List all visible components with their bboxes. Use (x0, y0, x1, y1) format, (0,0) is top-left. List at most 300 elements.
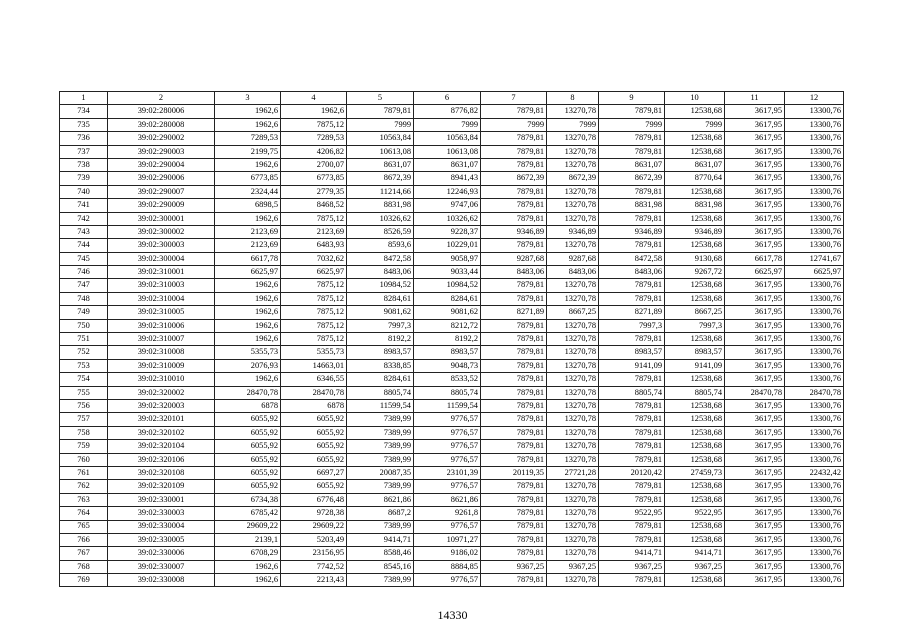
table-cell: 6483,93 (281, 239, 347, 252)
table-cell: 13270,78 (547, 319, 599, 332)
table-cell: 9267,72 (665, 266, 725, 279)
table-cell: 7032,62 (281, 252, 347, 265)
table-cell: 6055,92 (215, 413, 281, 426)
table-cell: 3617,95 (725, 399, 785, 412)
table-cell: 7389,99 (347, 574, 414, 587)
table-cell: 10229,01 (414, 239, 481, 252)
table-cell: 8776,82 (414, 105, 481, 118)
table-cell: 738 (60, 158, 108, 171)
table-cell: 740 (60, 185, 108, 198)
table-cell: 2139,1 (215, 533, 281, 546)
table-cell: 9058,97 (414, 252, 481, 265)
table-row (60, 145, 844, 158)
table-cell: 13270,78 (547, 413, 599, 426)
table-cell: 7879,81 (481, 386, 547, 399)
table-cell: 1962,6 (215, 319, 281, 332)
column-header-2: 2 (108, 92, 215, 105)
table-cell: 7879,81 (481, 453, 547, 466)
table-cell: 20119,35 (481, 466, 547, 479)
table-cell: 8468,52 (281, 199, 347, 212)
table-cell: 7879,81 (599, 574, 665, 587)
table-cell: 7999 (665, 118, 725, 131)
table-cell: 6773,85 (215, 172, 281, 185)
table-cell: 7879,81 (599, 292, 665, 305)
table-cell: 2779,35 (281, 185, 347, 198)
table-cell: 7879,81 (599, 453, 665, 466)
table-cell: 13270,78 (547, 386, 599, 399)
table-cell: 767 (60, 547, 108, 560)
table-cell: 3617,95 (725, 333, 785, 346)
table-cell: 13270,78 (547, 547, 599, 560)
table-cell: 39:02:280006 (108, 105, 215, 118)
table-cell: 7879,81 (599, 493, 665, 506)
table-cell: 7875,12 (281, 279, 347, 292)
table-cell: 13300,76 (785, 225, 844, 238)
table-cell: 1962,6 (215, 560, 281, 573)
table-cell: 6055,92 (281, 413, 347, 426)
table-row (60, 212, 844, 225)
table-cell: 3617,95 (725, 306, 785, 319)
table-cell: 3617,95 (725, 105, 785, 118)
table-cell: 12538,68 (665, 480, 725, 493)
table-cell: 8472,58 (599, 252, 665, 265)
table-cell: 8271,89 (481, 306, 547, 319)
table-cell: 39:02:330003 (108, 507, 215, 520)
table-cell: 1962,6 (215, 212, 281, 225)
table-cell: 11599,54 (414, 399, 481, 412)
table-cell: 758 (60, 426, 108, 439)
table-cell: 13300,76 (785, 346, 844, 359)
table-cell: 8284,61 (414, 292, 481, 305)
table-cell: 6055,92 (215, 466, 281, 479)
table-cell: 10984,52 (347, 279, 414, 292)
table-cell: 39:02:330004 (108, 520, 215, 533)
table-cell: 3617,95 (725, 199, 785, 212)
table-row (60, 185, 844, 198)
table-cell: 5355,73 (215, 346, 281, 359)
table-cell: 13270,78 (547, 346, 599, 359)
table-cell: 759 (60, 440, 108, 453)
table-cell: 12538,68 (665, 520, 725, 533)
table-cell: 13270,78 (547, 533, 599, 546)
table-row (60, 252, 844, 265)
column-header-9: 9 (599, 92, 665, 105)
table-cell: 737 (60, 145, 108, 158)
table-cell: 745 (60, 252, 108, 265)
table-cell: 8284,61 (347, 373, 414, 386)
table-cell: 13300,76 (785, 185, 844, 198)
table-cell: 8483,06 (547, 266, 599, 279)
table-cell: 13270,78 (547, 399, 599, 412)
table-cell: 6785,42 (215, 507, 281, 520)
table-cell: 29609,22 (215, 520, 281, 533)
table-cell: 7879,81 (481, 105, 547, 118)
table-cell: 39:02:300003 (108, 239, 215, 252)
table-cell: 20087,35 (347, 466, 414, 479)
table-cell: 2700,07 (281, 158, 347, 171)
table-cell: 2123,69 (215, 239, 281, 252)
table-cell: 9048,73 (414, 359, 481, 372)
table-cell: 734 (60, 105, 108, 118)
table-cell: 7879,81 (599, 279, 665, 292)
table-cell: 10563,84 (347, 132, 414, 145)
table-cell: 6055,92 (215, 426, 281, 439)
table-header (60, 92, 844, 105)
table-cell: 12538,68 (665, 212, 725, 225)
table-cell: 6617,78 (215, 252, 281, 265)
table-cell: 6055,92 (281, 440, 347, 453)
table-cell: 39:02:320106 (108, 453, 215, 466)
table-cell: 9776,57 (414, 480, 481, 493)
table-cell: 7389,99 (347, 520, 414, 533)
table-cell: 11599,54 (347, 399, 414, 412)
table-cell: 3617,95 (725, 466, 785, 479)
table-cell: 13300,76 (785, 453, 844, 466)
table-cell: 7879,81 (599, 413, 665, 426)
table-cell: 39:02:330008 (108, 574, 215, 587)
table-row (60, 225, 844, 238)
table-cell: 3617,95 (725, 547, 785, 560)
table-cell: 8672,39 (481, 172, 547, 185)
table-cell: 768 (60, 560, 108, 573)
table-cell: 39:02:320102 (108, 426, 215, 439)
table-cell: 3617,95 (725, 319, 785, 332)
table-cell: 762 (60, 480, 108, 493)
table-cell: 3617,95 (725, 493, 785, 506)
table-cell: 9186,02 (414, 547, 481, 560)
table-cell: 10326,62 (414, 212, 481, 225)
table-cell: 12538,68 (665, 453, 725, 466)
table-row (60, 346, 844, 359)
table-cell: 752 (60, 346, 108, 359)
table-cell: 8941,43 (414, 172, 481, 185)
table-cell: 8983,57 (414, 346, 481, 359)
table-cell: 12538,68 (665, 440, 725, 453)
table-cell: 7389,99 (347, 413, 414, 426)
table-cell: 6346,55 (281, 373, 347, 386)
column-header-4: 4 (281, 92, 347, 105)
table-cell: 8621,86 (414, 493, 481, 506)
table-cell: 736 (60, 132, 108, 145)
column-header-10: 10 (665, 92, 725, 105)
table-cell: 7879,81 (599, 440, 665, 453)
table-cell: 12538,68 (665, 145, 725, 158)
table-cell: 7879,81 (481, 185, 547, 198)
table-row (60, 279, 844, 292)
table-cell: 1962,6 (215, 333, 281, 346)
table-cell: 7879,81 (599, 145, 665, 158)
table-cell: 12538,68 (665, 493, 725, 506)
table-cell: 14663,01 (281, 359, 347, 372)
table-cell: 13300,76 (785, 105, 844, 118)
table-cell: 39:02:330005 (108, 533, 215, 546)
table-cell: 13270,78 (547, 507, 599, 520)
table-cell: 12538,68 (665, 333, 725, 346)
table-cell: 12538,68 (665, 413, 725, 426)
table-cell: 10613,08 (414, 145, 481, 158)
table-cell: 9522,95 (599, 507, 665, 520)
table-cell: 8483,06 (347, 266, 414, 279)
table-cell: 8533,52 (414, 373, 481, 386)
table-cell: 13300,76 (785, 239, 844, 252)
table-cell: 8338,85 (347, 359, 414, 372)
table-row (60, 118, 844, 131)
table-cell: 1962,6 (281, 105, 347, 118)
table-cell: 2324,44 (215, 185, 281, 198)
table-cell: 7999 (599, 118, 665, 131)
table-cell: 39:02:290006 (108, 172, 215, 185)
table-cell: 3617,95 (725, 373, 785, 386)
table-cell: 3617,95 (725, 574, 785, 587)
table-row (60, 493, 844, 506)
table-cell: 7879,81 (599, 185, 665, 198)
table-cell: 8667,25 (547, 306, 599, 319)
table-cell: 9141,09 (599, 359, 665, 372)
table-cell: 8805,74 (665, 386, 725, 399)
table-cell: 7875,12 (281, 333, 347, 346)
table-cell: 8526,59 (347, 225, 414, 238)
table-cell: 39:02:310006 (108, 319, 215, 332)
table-cell: 9522,95 (665, 507, 725, 520)
table-cell: 7875,12 (281, 212, 347, 225)
table-cell: 6055,92 (215, 440, 281, 453)
table-cell: 27721,28 (547, 466, 599, 479)
table-row (60, 333, 844, 346)
table-cell: 13300,76 (785, 306, 844, 319)
table-cell: 753 (60, 359, 108, 372)
column-header-12: 12 (785, 92, 844, 105)
table-cell: 8284,61 (347, 292, 414, 305)
table-cell: 12538,68 (665, 574, 725, 587)
table-cell: 8805,74 (414, 386, 481, 399)
table-cell: 6697,27 (281, 466, 347, 479)
table-cell: 39:02:310003 (108, 279, 215, 292)
table-cell: 735 (60, 118, 108, 131)
table-cell: 13270,78 (547, 440, 599, 453)
table-cell: 7879,81 (481, 333, 547, 346)
table-cell: 9747,06 (414, 199, 481, 212)
table-cell: 8192,2 (414, 333, 481, 346)
table-cell: 12538,68 (665, 279, 725, 292)
table-cell: 39:02:300004 (108, 252, 215, 265)
table-cell: 13300,76 (785, 399, 844, 412)
table-cell: 13300,76 (785, 118, 844, 131)
table-cell: 741 (60, 199, 108, 212)
table-row (60, 547, 844, 560)
table-cell: 12538,68 (665, 239, 725, 252)
column-header-6: 6 (414, 92, 481, 105)
table-cell: 13300,76 (785, 145, 844, 158)
table-row (60, 373, 844, 386)
table-cell: 12538,68 (665, 533, 725, 546)
table-cell: 39:02:310005 (108, 306, 215, 319)
table-cell: 13300,76 (785, 547, 844, 560)
table-cell: 39:02:330006 (108, 547, 215, 560)
table-cell: 5355,73 (281, 346, 347, 359)
table-cell: 7879,81 (481, 359, 547, 372)
table-cell: 7879,81 (347, 105, 414, 118)
table-cell: 28470,78 (281, 386, 347, 399)
table-cell: 13270,78 (547, 158, 599, 171)
table-cell: 39:02:310008 (108, 346, 215, 359)
table-cell: 7389,99 (347, 453, 414, 466)
table-cell: 28470,78 (725, 386, 785, 399)
table-cell: 8983,57 (599, 346, 665, 359)
table-cell: 8593,6 (347, 239, 414, 252)
table-cell: 7879,81 (481, 292, 547, 305)
table-cell: 12538,68 (665, 105, 725, 118)
table-cell: 7879,81 (481, 373, 547, 386)
table-cell: 769 (60, 574, 108, 587)
table-cell: 20120,42 (599, 466, 665, 479)
table-cell: 13300,76 (785, 533, 844, 546)
table-cell: 13300,76 (785, 507, 844, 520)
table-cell: 7879,81 (481, 239, 547, 252)
table-cell: 7879,81 (481, 158, 547, 171)
table-cell: 7875,12 (281, 292, 347, 305)
table-row (60, 520, 844, 533)
table-cell: 9261,8 (414, 507, 481, 520)
table-cell: 2076,93 (215, 359, 281, 372)
table-cell: 8631,07 (665, 158, 725, 171)
column-header-7: 7 (481, 92, 547, 105)
table-cell: 8472,58 (347, 252, 414, 265)
table-cell: 39:02:310004 (108, 292, 215, 305)
table-body (60, 105, 844, 587)
table-cell: 39:02:290007 (108, 185, 215, 198)
table-cell: 7997,3 (665, 319, 725, 332)
table-cell: 7879,81 (599, 105, 665, 118)
table-row (60, 132, 844, 145)
table-cell: 3617,95 (725, 426, 785, 439)
table-cell: 12741,67 (785, 252, 844, 265)
table-cell: 10971,27 (414, 533, 481, 546)
table-row (60, 292, 844, 305)
table-cell: 13300,76 (785, 493, 844, 506)
page-number: 14330 (437, 608, 468, 622)
table-cell: 8212,72 (414, 319, 481, 332)
table-row (60, 480, 844, 493)
table-cell: 9141,09 (665, 359, 725, 372)
table-cell: 754 (60, 373, 108, 386)
table-cell: 39:02:300002 (108, 225, 215, 238)
table-cell: 8983,57 (347, 346, 414, 359)
table-cell: 7879,81 (481, 212, 547, 225)
table-row (60, 319, 844, 332)
table-cell: 763 (60, 493, 108, 506)
table-cell: 6625,97 (725, 266, 785, 279)
table-cell: 742 (60, 212, 108, 225)
data-table (59, 91, 844, 587)
table-cell: 13270,78 (547, 574, 599, 587)
table-cell: 13270,78 (547, 279, 599, 292)
table-cell: 6055,92 (281, 453, 347, 466)
table-row (60, 359, 844, 372)
table-cell: 13300,76 (785, 172, 844, 185)
table-row (60, 105, 844, 118)
table-cell: 29609,22 (281, 520, 347, 533)
table-cell: 27459,73 (665, 466, 725, 479)
table-cell: 7879,81 (481, 132, 547, 145)
table-cell: 7879,81 (481, 440, 547, 453)
table-cell: 9367,25 (547, 560, 599, 573)
table-cell: 7997,3 (347, 319, 414, 332)
table-cell: 39:02:320104 (108, 440, 215, 453)
table-cell: 39:02:290002 (108, 132, 215, 145)
table-cell: 760 (60, 453, 108, 466)
table-cell: 739 (60, 172, 108, 185)
table-cell: 13300,76 (785, 560, 844, 573)
table-cell: 3617,95 (725, 239, 785, 252)
table-cell: 7879,81 (481, 533, 547, 546)
table-cell: 7879,81 (481, 413, 547, 426)
table-cell: 3617,95 (725, 413, 785, 426)
table-cell: 13270,78 (547, 105, 599, 118)
table-cell: 39:02:310010 (108, 373, 215, 386)
column-header-1: 1 (60, 92, 108, 105)
table-row (60, 239, 844, 252)
table-cell: 766 (60, 533, 108, 546)
table-cell: 7879,81 (599, 399, 665, 412)
table-cell: 1962,6 (215, 105, 281, 118)
table-cell: 9367,25 (481, 560, 547, 573)
table-cell: 7879,81 (481, 279, 547, 292)
table-cell: 39:02:320002 (108, 386, 215, 399)
table-cell: 7879,81 (481, 493, 547, 506)
table-cell: 39:02:290004 (108, 158, 215, 171)
table-cell: 13270,78 (547, 359, 599, 372)
table-cell: 7999 (547, 118, 599, 131)
table-cell: 8672,39 (547, 172, 599, 185)
table-cell: 748 (60, 292, 108, 305)
table-cell: 13300,76 (785, 132, 844, 145)
table-cell: 1962,6 (215, 574, 281, 587)
table-cell: 7879,81 (481, 145, 547, 158)
table-cell: 9728,38 (281, 507, 347, 520)
table-cell: 7879,81 (481, 399, 547, 412)
table-cell: 22432,42 (785, 466, 844, 479)
table-cell: 7879,81 (599, 520, 665, 533)
table-cell: 9776,57 (414, 453, 481, 466)
table-cell: 13300,76 (785, 199, 844, 212)
table-cell: 6625,97 (215, 266, 281, 279)
table-cell: 4206,82 (281, 145, 347, 158)
table-cell: 6734,38 (215, 493, 281, 506)
table-cell: 8770,64 (665, 172, 725, 185)
table-cell: 13270,78 (547, 453, 599, 466)
table-cell: 1962,6 (215, 373, 281, 386)
table-cell: 13270,78 (547, 373, 599, 386)
table-cell: 9346,89 (665, 225, 725, 238)
column-header-5: 5 (347, 92, 414, 105)
table-cell: 7879,81 (481, 547, 547, 560)
table-cell: 13270,78 (547, 239, 599, 252)
table-cell: 8621,86 (347, 493, 414, 506)
table-cell: 39:02:320101 (108, 413, 215, 426)
table-cell: 39:02:290003 (108, 145, 215, 158)
table-cell: 12538,68 (665, 426, 725, 439)
table-cell: 1962,6 (215, 279, 281, 292)
table-cell: 23101,39 (414, 466, 481, 479)
table-cell: 1962,6 (215, 292, 281, 305)
table-cell: 7879,81 (481, 520, 547, 533)
table-cell: 8805,74 (347, 386, 414, 399)
table-cell: 13270,78 (547, 333, 599, 346)
table-cell: 39:02:310001 (108, 266, 215, 279)
table-cell: 8271,89 (599, 306, 665, 319)
table-cell: 7879,81 (599, 480, 665, 493)
table-cell: 13270,78 (547, 520, 599, 533)
